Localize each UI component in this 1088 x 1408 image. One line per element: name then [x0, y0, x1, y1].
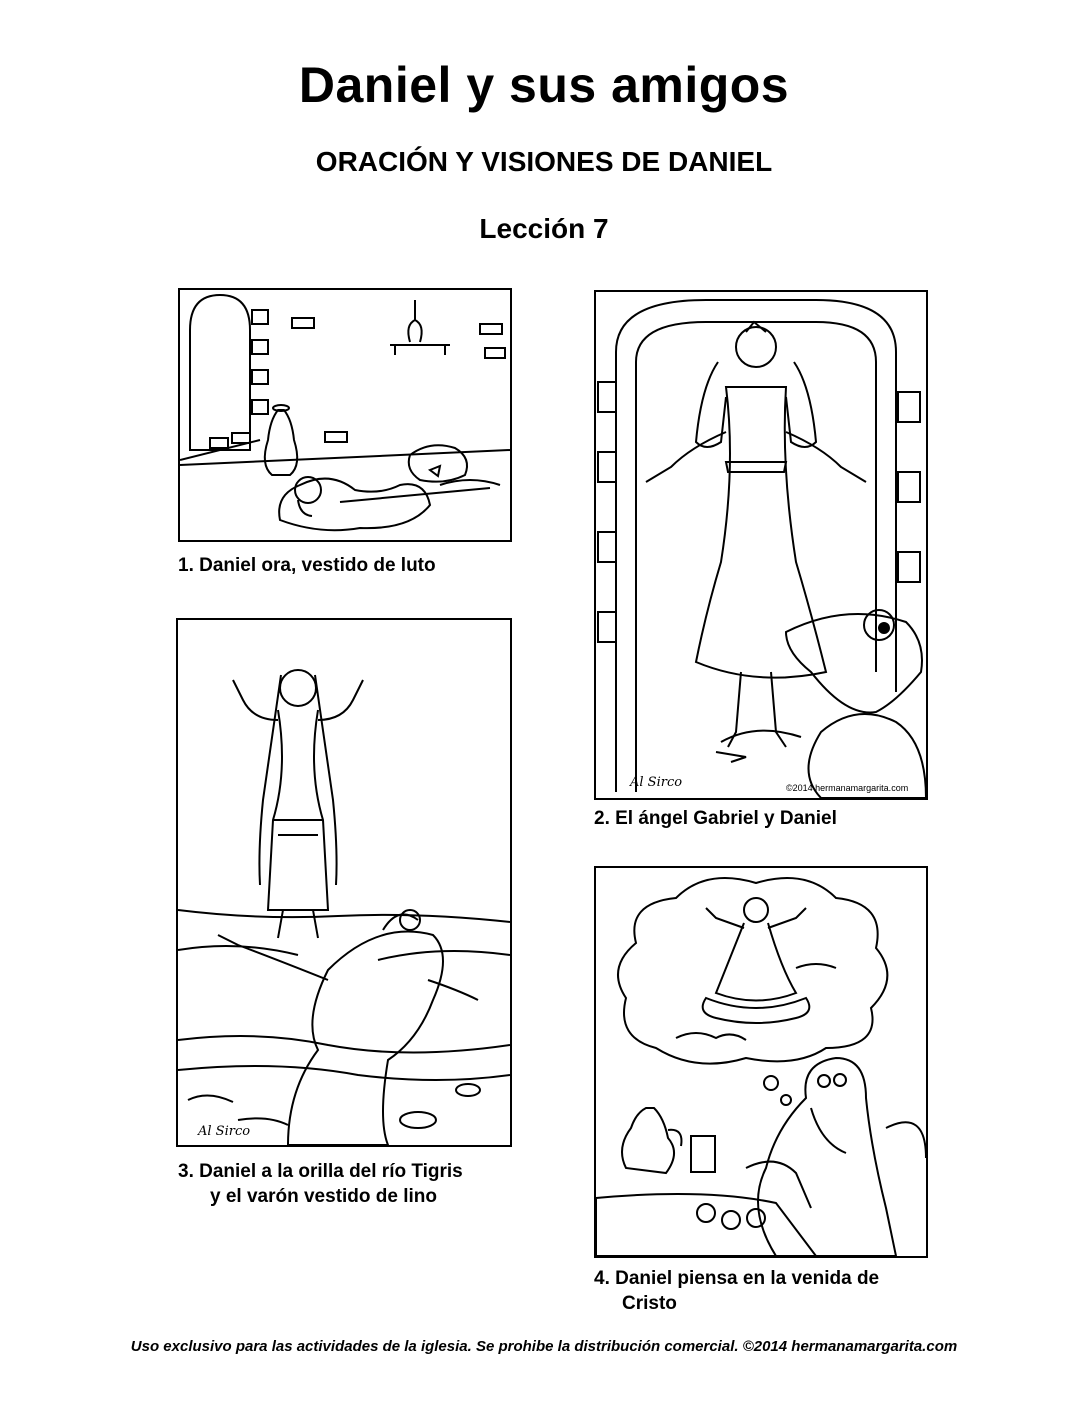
- caption-line: 1. Daniel ora, vestido de luto: [178, 555, 436, 576]
- caption-line: Cristo: [622, 1293, 677, 1314]
- artist-signature: Al Sirco: [630, 775, 683, 790]
- illustration-gabriel-and-daniel: [594, 290, 928, 800]
- page-title: Daniel y sus amigos: [298, 57, 790, 113]
- caption-line: 3. Daniel a la orilla del río Tigris: [178, 1161, 463, 1182]
- gabriel-and-daniel-drawing: [596, 292, 926, 798]
- copyright-mark: ©2014 hermanamargarita.com: [786, 783, 909, 793]
- panel-3-caption: [178, 1159, 463, 1209]
- page-subtitle: ORACIÓN Y VISIONES DE DANIEL: [315, 146, 773, 177]
- panel-4-caption: [594, 1266, 879, 1316]
- illustration-daniel-praying: [178, 288, 512, 542]
- caption-line: 4. Daniel piensa en la venida de: [594, 1268, 880, 1289]
- artist-signature: Al Sirco: [198, 1124, 251, 1139]
- daniel-praying-drawing: [180, 290, 510, 540]
- illustration-daniel-thinking-of-christ: [594, 866, 928, 1258]
- illustration-daniel-tigris-river: [176, 618, 512, 1147]
- lesson-number: Lección 7: [479, 213, 609, 244]
- daniel-tigris-river-drawing: [178, 620, 510, 1145]
- caption-line: y el varón vestido de lino: [210, 1186, 438, 1207]
- panel-1-caption: [178, 553, 436, 578]
- footer-notice: Uso exclusivo para las actividades de la iglesia. Se prohibe la distribución comercial. ©2014 hermanamargarita.com: [130, 1338, 958, 1355]
- daniel-thinking-drawing: [596, 868, 926, 1256]
- caption-line: 2. El ángel Gabriel y Daniel: [594, 808, 837, 829]
- panel-2-caption: [594, 806, 837, 831]
